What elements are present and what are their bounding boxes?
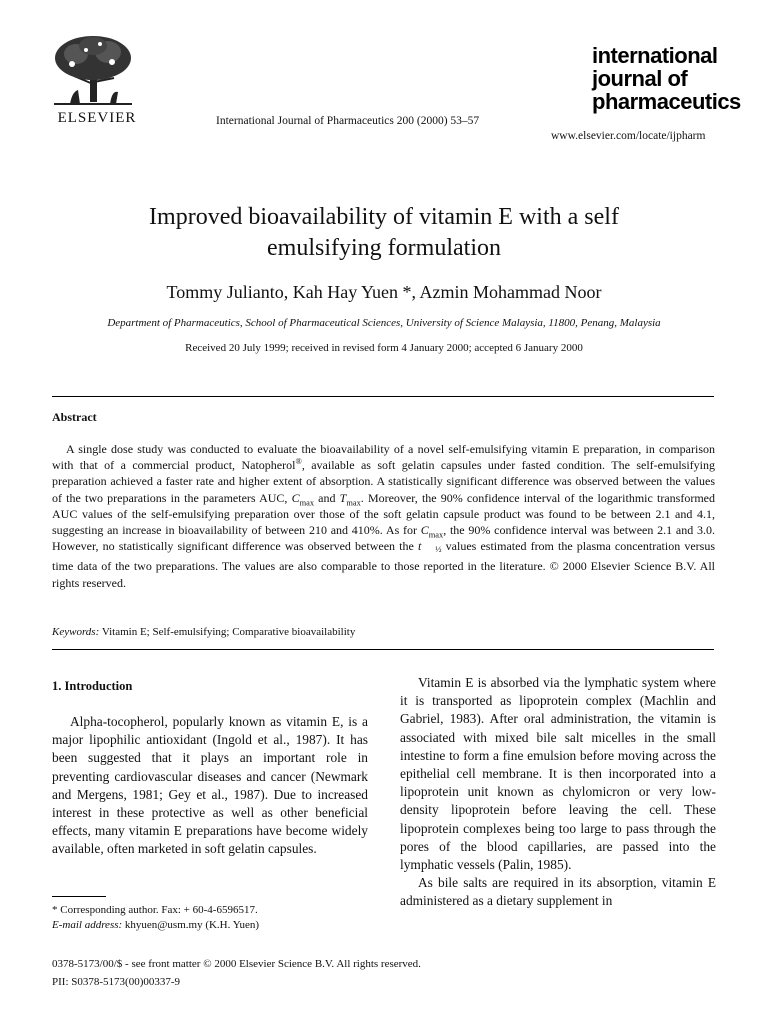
article-title-line-1: Improved bioavailability of vitamin E with a self <box>149 204 619 230</box>
article-title <box>60 202 708 264</box>
article-history-dates: Received 20 July 1999; received in revised form 4 January 2000; accepted 6 January 2000 <box>185 342 583 354</box>
author-list: Tommy Julianto, Kah Hay Yuen *, Azmin Mohammad Noor <box>166 282 602 302</box>
abstract-bottom-rule <box>52 649 714 650</box>
journal-title-line-2: journal of <box>592 66 688 91</box>
elsevier-tree-logo-icon <box>52 34 134 106</box>
abstract-heading: Abstract <box>52 410 97 424</box>
article-title-line-2: emulsifying formulation <box>267 235 501 261</box>
publisher-name: ELSEVIER <box>57 110 137 126</box>
author-affiliation: Department of Pharmaceutics, School of Pharmaceutical Sciences, University of Science Malaysia, 11800, Penang, Malaysia <box>107 317 661 329</box>
abstract-body: A single dose study was conducted to evaluate the bioavailability of a novel self-emulsifying vitamin E preparation, in comparison with that of a commercial product, Natopherol®, available as soft gelatin capsules under fasted condition. The self-emulsifying preparation achieved a faster rate and higher extent of absorption. A statistically significant difference was observed between the values of the two preparations in the parameters AUC, $C_{max}$ and $T_{max}$. Moreover, the 90% confidence interval of the logarithmic transformed AUC values of the self-emulsifying preparation over those of the soft gelatin capsule product was found to be between 2.1 and 4.1, suggesting an increase in bioavailability of between 210 and 410%. As for $C_{max}$, the 90% confidence interval was between 2.1 and 3.0. However, no statistically significant difference was observed between the t ½ values estimated from the plasma concentration versus time data of the two preparations. The values are also comparable to those reported in the literature. © 2000 Elsevier Science B.V. All rights reserved. <box>52 442 715 590</box>
journal-title <box>592 44 741 113</box>
corresponding-author-footnote: * Corresponding author. Fax: + 60-4-6596517. E-mail address: khyuen@usm.my (K.H. Yuen) <box>52 904 259 931</box>
journal-title-line-3: pharmaceutics <box>592 89 741 114</box>
keywords-line: Keywords: Vitamin E; Self-emulsifying; Comparative bioavailability <box>52 626 356 638</box>
journal-title-line-1: international <box>592 43 718 68</box>
footnote-rule <box>52 896 106 897</box>
body-column-left <box>52 713 368 859</box>
paragraph: Vitamin E is absorbed via the lymphatic system where it is transported as lipoprotein complex (Machlin and Gabriel, 1983). After oral administration, the vitamin is associated with mixed bile salt micelles in the small intestine to form a fine emulsion before moving across the epithelial cell membrane. It is then incorporated into a lipoprotein unit known as chylomicron or very low-density lipoprotein before leaving the cell. These lipoprotein complexes being too large to pass through the pores of the blood capillaries, are passed into the lymphatic vessels (Palin, 1985). <box>400 675 716 873</box>
journal-citation: International Journal of Pharmaceutics 200 (2000) 53–57 <box>216 115 480 127</box>
journal-url-link[interactable]: www.elsevier.com/locate/ijpharm <box>551 130 706 142</box>
body-column-right <box>400 674 716 911</box>
section-heading-introduction: 1. Introduction <box>52 679 133 693</box>
abstract-top-rule <box>52 396 714 397</box>
paragraph: As bile salts are required in its absorption, vitamin E administered as a dietary supplement in <box>400 875 716 909</box>
paragraph: Alpha-tocopherol, popularly known as vitamin E, is a major lipophilic antioxidant (Ingold et al., 1987). It has been suggested that it plays an important role in preventing cardiovascular diseases and cancer (Newmark and Mergens, 1981; Gey et al., 1987). Due to increased interest in these protective as well as other beneficial effects, many vitamin E preparations have become widely available, often marketed in soft gelatin capsules. <box>52 714 368 857</box>
copyright-footer: 0378-5173/00/$ - see front matter © 2000 Elsevier Science B.V. All rights reserved. PII: S0378-5173(00)00337-9 <box>52 958 421 988</box>
